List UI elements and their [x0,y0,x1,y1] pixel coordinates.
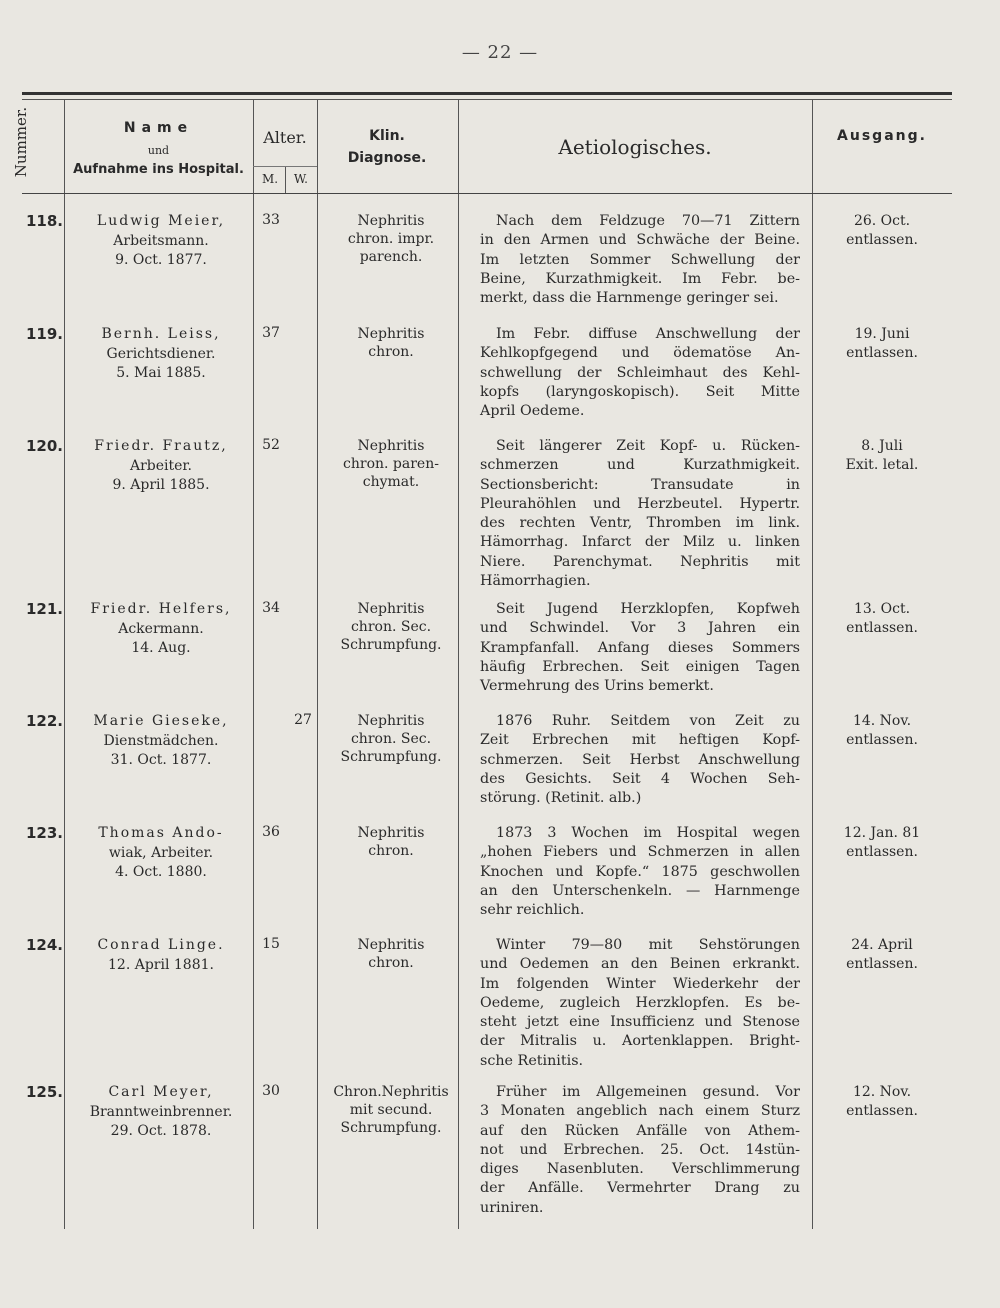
aetiology-line: merkt, dass die Harnmenge geringer sei. [480,290,779,307]
aetiology-cell [480,824,800,920]
patient-detail: 14. Aug. [131,640,191,656]
aetiology-line: und Oedemen an den Beinen erkrankt. [480,956,800,973]
patient-detail: Branntweinbrenner. [89,1103,233,1120]
aetiology-line: an den Unterschenkeln. — Harnmenge [480,882,800,899]
outcome-line: 12. Jan. 81 [843,825,921,841]
header-admission: Aufnahme ins Hospital. [73,162,244,177]
patient-name-cell [70,824,252,883]
patient-name-cell [70,212,252,271]
aetiology-line: schmerzen und Kurzathmigkeit. [480,457,800,474]
aetiology-line: 1876 Ruhr. Seitdem von Zeit zu [496,713,800,729]
aetiology-line: Im folgenden Winter Wiederkehr der [480,975,800,992]
aetiology-line: sehr reichlich. [480,902,585,919]
diagnosis-cell [325,600,457,654]
page-number: — 22 — [461,42,539,63]
column-divider [253,99,254,1229]
outcome-cell [820,325,944,363]
patient-name-cell [70,712,252,771]
aetiology-line: des Gesichts. Seit 4 Wochen Seh- [480,770,800,787]
patient-detail: Arbeitsmann. [113,232,209,249]
aetiology-line: kopfs (laryngoskopisch). Seit Mitte [480,383,800,400]
aetiology-line: Im letzten Sommer Schwellung der [480,251,800,268]
age-male: 36 [262,824,280,840]
patient-name: Bernh. Leiss, [101,326,221,342]
patient-detail: Ackermann. [118,620,204,637]
outcome-line: entlassen. [846,345,918,361]
column-divider [317,99,318,1229]
diagnosis-cell [325,325,457,361]
patient-detail: 9. April 1885. [112,477,210,493]
row-number: 118. [26,212,64,230]
patient-detail: 31. Oct. 1877. [110,752,212,768]
aetiology-line: diges Nasenbluten. Verschlimmerung [480,1161,800,1178]
outcome-cell [820,1083,944,1121]
patient-detail: Arbeiter. [129,457,193,474]
aetiology-line: Niere. Parenchymat. Nephritis mit [480,553,800,570]
aetiology-line: Früher im Allgemeinen gesund. Vor [496,1084,800,1100]
outcome-line: 12. Nov. [852,1084,912,1100]
outcome-cell [820,212,944,250]
outcome-cell [820,600,944,638]
patient-name: Marie Gieseke, [93,713,229,729]
aetiology-line: Seit längerer Zeit Kopf- u. Rücken- [496,438,800,454]
header-name-und: und [147,144,170,157]
age-male: 52 [262,437,280,453]
outcome-line: 8. Juli [861,438,903,454]
top-rule [22,92,952,95]
diagnosis-line: mit secund. [349,1102,433,1118]
patient-detail: wiak, Arbeiter. [108,844,214,861]
diagnosis-line: Schrumpfung. [340,637,442,653]
aetiology-line: der Anfälle. Vermehrter Drang zu [480,1180,800,1197]
diagnosis-line: Nephritis [357,825,425,841]
aetiology-cell [480,712,800,808]
patient-name: Thomas Ando- [98,825,224,841]
patient-name-cell [70,437,252,496]
header-age-mw: M. W. [262,172,308,186]
diagnosis-line: chron. impr. [347,231,435,247]
outcome-line: 24. April [851,937,913,953]
patient-detail: 9. Oct. 1877. [115,252,207,268]
diagnosis-cell [325,712,457,766]
aetiology-line: Krampfanfall. Anfang dieses Sommers [480,639,800,656]
diagnosis-cell [325,437,457,491]
aetiology-line: Pleurahöhlen und Herzbeutel. Hypertr. [480,495,800,512]
aetiology-cell [480,325,800,421]
outcome-line: entlassen. [846,732,918,748]
outcome-cell [820,437,944,475]
diagnosis-line: Schrumpfung. [340,1120,442,1136]
outcome-cell [820,824,944,862]
header-name: Name [123,120,194,136]
header-age: Alter. [263,128,307,147]
aetiology-line: Im Febr. diffuse Anschwellung der [496,326,800,342]
age-female: 27 [294,712,312,728]
outcome-line: 13. Oct. [853,601,911,617]
patient-name-cell [70,1083,252,1142]
patient-detail: 29. Oct. 1878. [110,1123,212,1139]
aetiology-cell [480,212,800,308]
aetiology-line: April Oedeme. [480,403,585,420]
diagnosis-line: chymat. [362,474,420,490]
diagnosis-cell [325,212,457,266]
outcome-line: entlassen. [846,620,918,636]
outcome-line: entlassen. [846,1103,918,1119]
outcome-line: Exit. letal. [845,457,919,473]
header-diagnosis-2: Diagnose. [347,150,427,166]
aetiology-line: uriniren. [480,1199,544,1216]
patient-name-cell [70,936,252,975]
aetiology-cell [480,437,800,591]
age-male: 33 [262,212,280,228]
header-diagnosis-1: Klin. [369,128,405,144]
aetiology-line: Sectionsbericht: Transudate in [480,476,800,493]
patient-name: Conrad Linge. [97,937,225,953]
diagnosis-line: chron. Sec. [350,731,432,747]
aetiology-line: des rechten Ventr, Thromben im link. [480,515,800,532]
patient-detail: 5. Mai 1885. [116,365,206,381]
patient-name: Friedr. Frautz, [94,438,228,454]
row-number: 125. [26,1083,64,1101]
outcome-line: entlassen. [846,232,918,248]
age-male: 30 [262,1083,280,1099]
aetiology-line: störung. (Retinit. alb.) [480,790,642,807]
row-number: 121. [26,600,64,618]
diagnosis-line: Nephritis [357,326,425,342]
diagnosis-line: Chron.Nephritis [333,1084,449,1100]
aetiology-line: Oedeme, zugleich Herzklopfen. Es be- [480,994,800,1011]
diagnosis-cell [325,1083,457,1137]
patient-detail: 12. April 1881. [108,956,214,973]
aetiology-line: auf den Rücken Anfälle von Athem- [480,1122,800,1139]
column-divider [458,99,459,1229]
aetiology-line: häufig Erbrechen. Seit einigen Tagen [480,658,800,675]
diagnosis-line: chron. Sec. [350,619,432,635]
diagnosis-line: Nephritis [357,213,425,229]
patient-name-cell [70,600,252,659]
diagnosis-line: chron. [368,344,414,360]
row-number: 120. [26,437,64,455]
diagnosis-line: Schrumpfung. [340,749,442,765]
outcome-line: 19. Juni [854,326,910,342]
patient-name: Ludwig Meier, [96,213,226,229]
header-aetiology: Aetiologisches. [558,135,712,159]
aetiology-line: „hohen Fiebers und Schmerzen in allen [480,844,800,861]
row-number: 119. [26,325,64,343]
diagnosis-cell [325,824,457,860]
diagnosis-line: chron. [368,955,414,971]
aetiology-line: Nach dem Feldzuge 70—71 Zittern [496,213,800,229]
age-subheader-rule [253,166,317,167]
row-number: 123. [26,824,64,842]
header-rule [22,193,952,194]
aetiology-line: schmerzen. Seit Herbst Anschwellung [480,751,800,768]
aetiology-line: 3 Monaten angeblich nach einem Sturz [480,1103,800,1120]
patient-name: Carl Meyer, [108,1084,214,1100]
column-divider [64,99,65,1229]
aetiology-line: Seit Jugend Herzklopfen, Kopfweh [496,601,800,617]
patient-detail: 4. Oct. 1880. [115,864,207,880]
aetiology-line: 1873 3 Wochen im Hospital wegen [496,825,800,841]
row-number: 124. [26,936,64,954]
aetiology-line: Vermehrung des Urins bemerkt. [480,678,714,695]
patient-detail: Gerichtsdiener. [106,345,216,362]
aetiology-cell [480,936,800,1071]
age-male: 34 [262,600,280,616]
aetiology-line: Hämorrhag. Infarct der Milz u. linken [480,534,800,551]
aetiology-line: not und Erbrechen. 25. Oct. 14stün- [480,1141,800,1158]
patient-detail: Dienstmädchen. [103,732,219,749]
header-number: Nummer. [12,106,30,178]
aetiology-line: Winter 79—80 mit Sehstörungen [496,937,800,953]
column-divider [812,99,813,1229]
aetiology-line: Zeit Erbrechen mit heftigen Kopf- [480,732,800,749]
outcome-line: entlassen. [846,956,918,972]
diagnosis-line: Nephritis [357,601,425,617]
diagnosis-line: chron. [368,843,414,859]
outcome-cell [820,712,944,750]
aetiology-cell [480,1083,800,1218]
outcome-cell [820,936,944,974]
diagnosis-line: Nephritis [357,438,425,454]
aetiology-line: und Schwindel. Vor 3 Jahren ein [480,620,800,637]
aetiology-line: Beine, Kurzathmigkeit. Im Febr. be- [480,270,800,287]
aetiology-line: Hämorrhagien. [480,573,591,590]
patient-name: Friedr. Helfers, [90,601,232,617]
aetiology-cell [480,600,800,696]
row-number: 122. [26,712,64,730]
aetiology-line: der Mitralis u. Aortenklappen. Bright- [480,1033,800,1050]
diagnosis-cell [325,936,457,972]
diagnosis-line: Nephritis [357,713,425,729]
age-male: 15 [262,936,280,952]
outcome-line: 26. Oct. [853,213,911,229]
age-male: 37 [262,325,280,341]
aetiology-line: schwellung der Schleimhaut des Kehl- [480,364,800,381]
aetiology-line: Knochen und Kopfe.“ 1875 geschwollen [480,863,800,880]
diagnosis-line: chron. paren- [343,456,439,472]
diagnosis-line: parench. [359,249,423,265]
header-outcome: Ausgang. [837,128,927,144]
aetiology-line: steht jetzt eine Insufficienz und Stenose [480,1014,800,1031]
outcome-line: 14. Nov. [852,713,912,729]
diagnosis-line: Nephritis [357,937,425,953]
patient-name-cell [70,325,252,384]
aetiology-line: in den Armen und Schwäche der Beine. [480,232,800,249]
aetiology-line: Kehlkopfgegend und ödematöse An- [480,345,800,362]
outcome-line: entlassen. [846,844,918,860]
aetiology-line: sche Retinitis. [480,1052,584,1069]
